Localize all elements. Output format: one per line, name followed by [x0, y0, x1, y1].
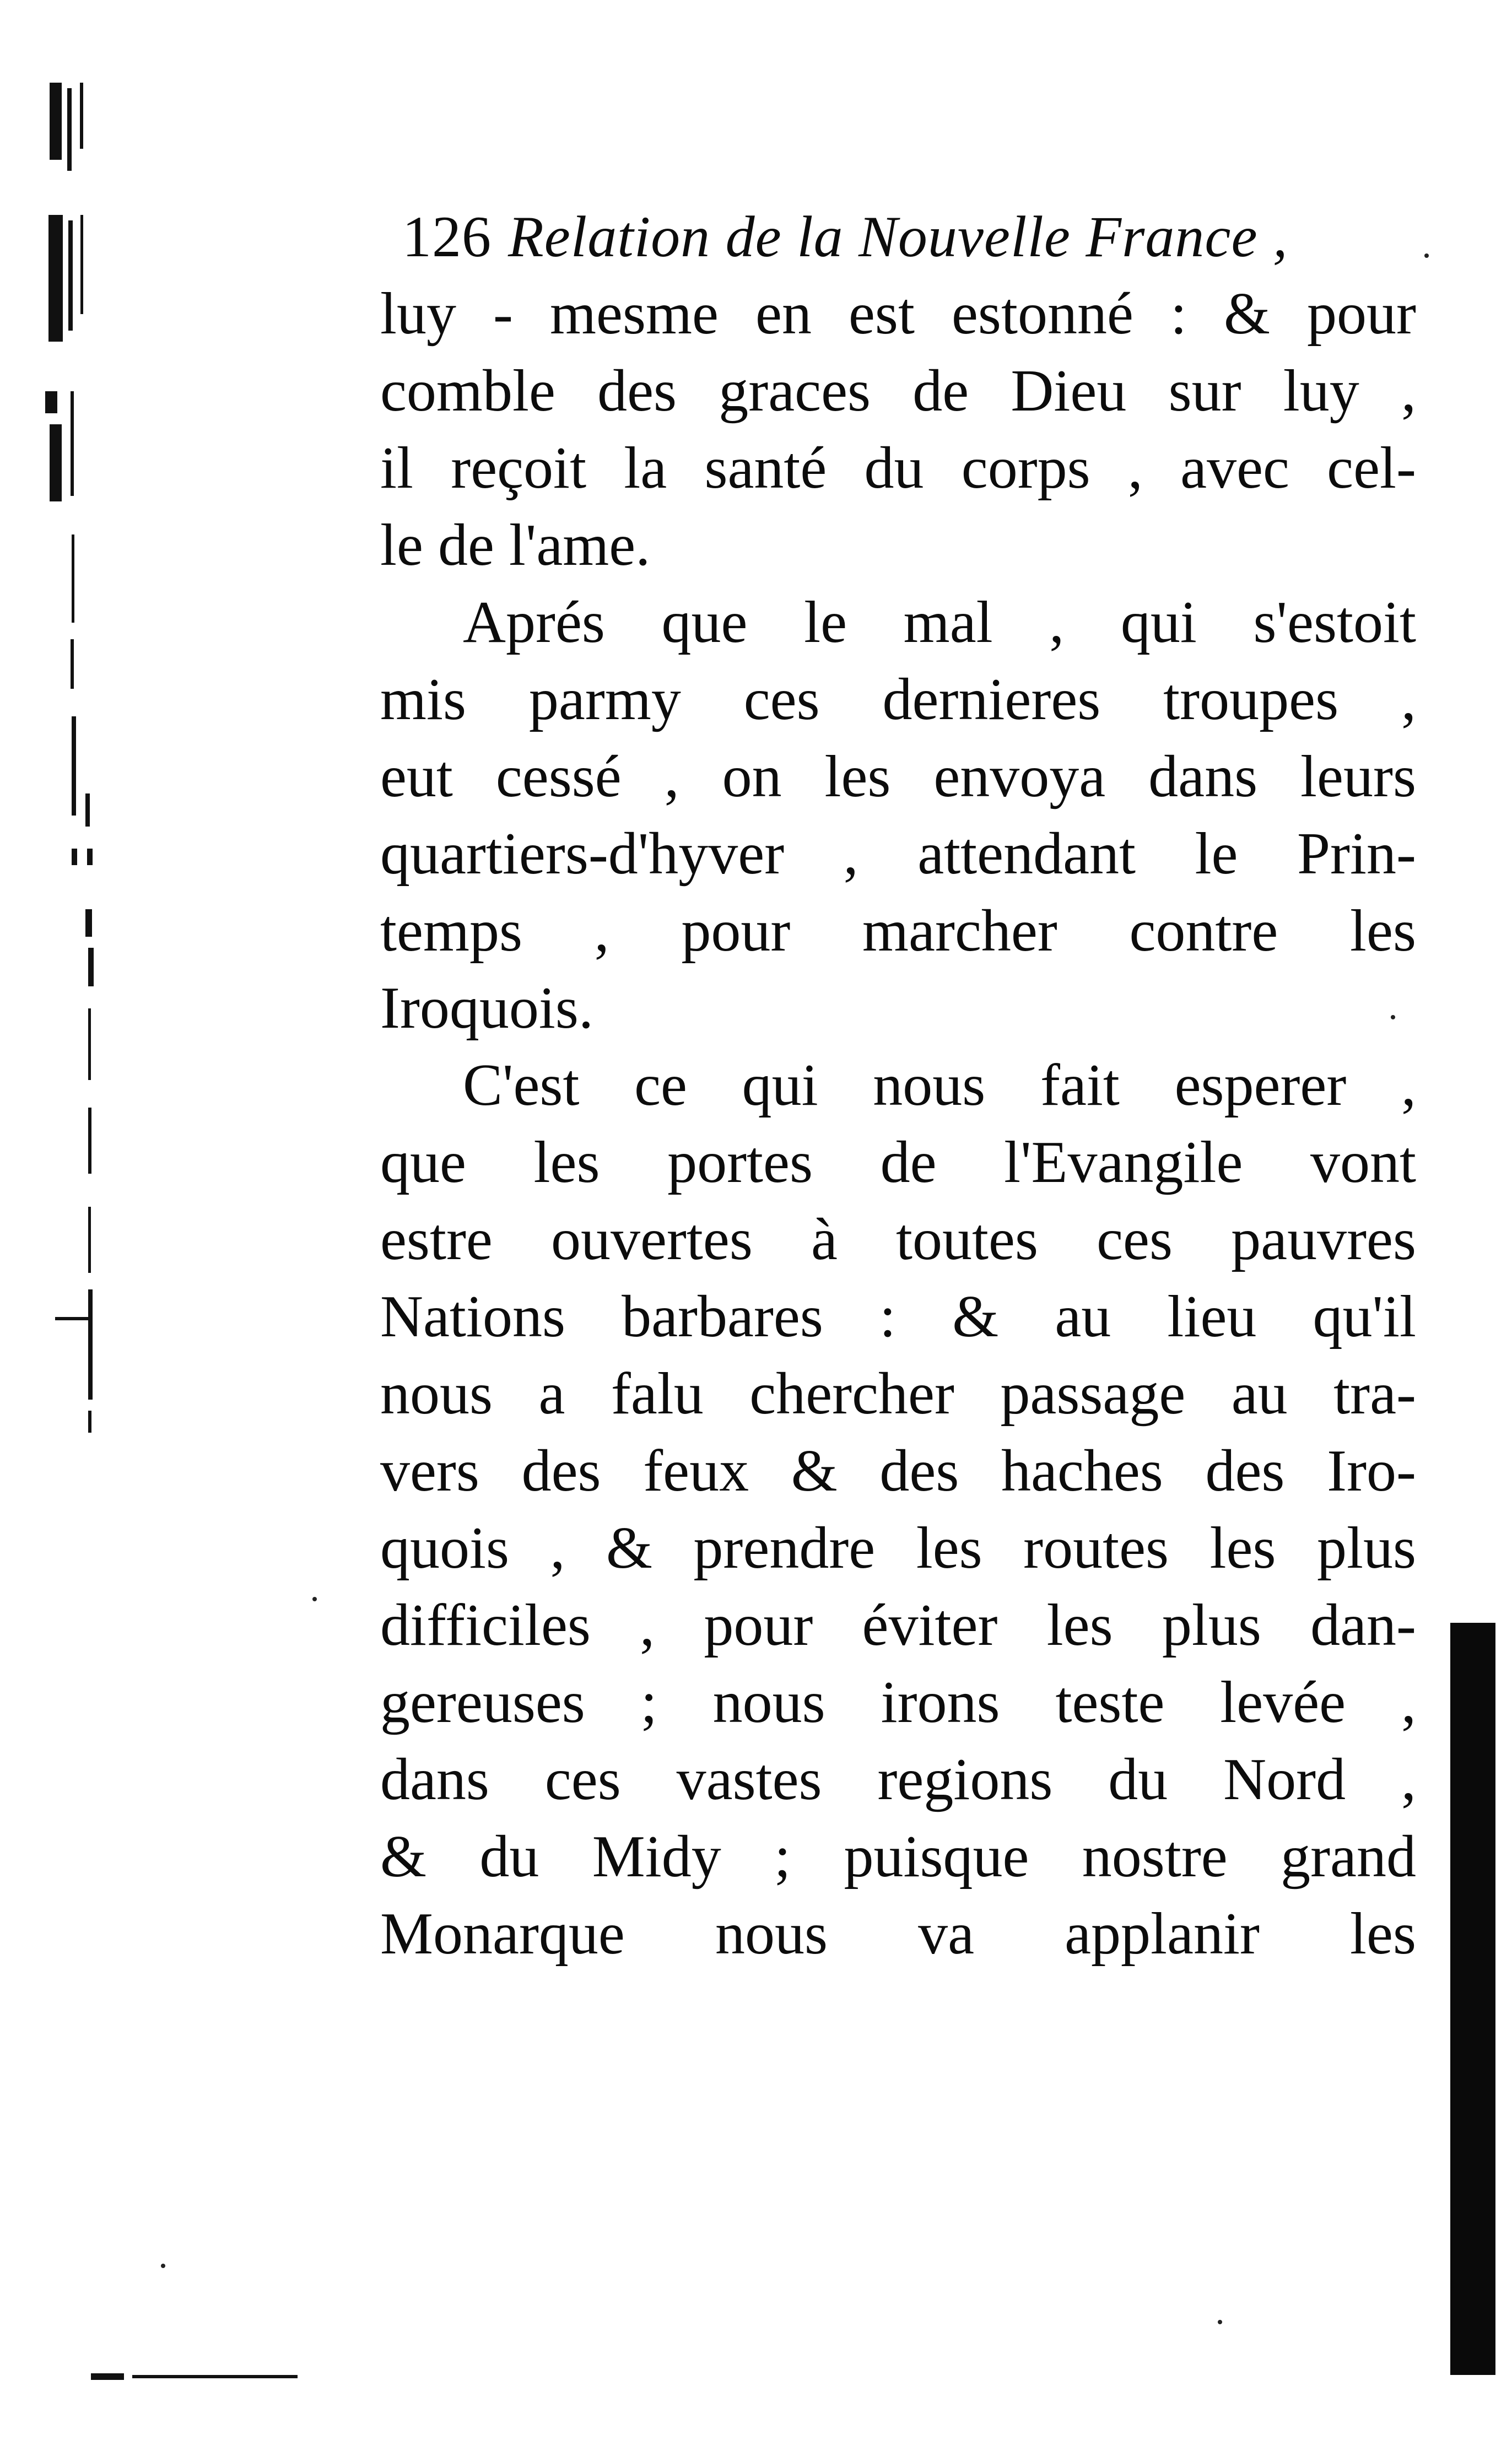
text-line: Monarque nous va applanir les — [380, 1901, 1416, 1967]
page-number: 126 — [402, 204, 492, 269]
text-line: estre ouvertes à toutes ces pauvres — [380, 1207, 1416, 1272]
running-title: Relation de la Nouvelle France , — [508, 204, 1288, 269]
text-line: il reçoit la santé du corps , avec cel- — [380, 435, 1416, 501]
text-line: gereuses ; nous irons teste levée , — [380, 1670, 1416, 1735]
running-head — [402, 198, 1416, 276]
ink-speck — [1424, 253, 1429, 258]
text-line: Nations barbares : & au lieu qu'il — [380, 1284, 1416, 1349]
ink-speck — [312, 1597, 317, 1601]
text-line: eut cessé , on les envoya dans leurs — [380, 744, 1416, 809]
paragraph-1 — [380, 276, 1416, 584]
ink-speck — [1218, 2320, 1222, 2324]
text-line: quois , & prendre les routes les plus — [380, 1515, 1416, 1581]
right-edge-bar-artifact — [1450, 1623, 1495, 2375]
ink-speck — [161, 2264, 165, 2268]
text-line: dans ces vastes regions du Nord , — [380, 1747, 1416, 1812]
bottom-rule-artifact — [91, 2373, 300, 2380]
paragraph-2 — [380, 584, 1416, 1047]
text-line: & du Midy ; puisque nostre grand — [380, 1824, 1416, 1889]
text-line: Aprés que le mal , qui s'estoit — [463, 590, 1416, 655]
text-line: mis parmy ces dernieres troupes , — [380, 667, 1416, 732]
text-line: que les portes de l'Evangile vont — [380, 1130, 1416, 1195]
text-line: luy - mesme en est estonné : & pour — [380, 281, 1416, 347]
text-line: nous a falu chercher passage au tra- — [380, 1361, 1416, 1427]
text-line: le de l'ame. — [380, 512, 651, 578]
text-line: Iroquois. — [380, 975, 593, 1041]
text-line: difficiles , pour éviter les plus dan- — [380, 1592, 1416, 1658]
text-line: temps , pour marcher contre les — [380, 898, 1416, 964]
text-line: comble des graces de Dieu sur luy , — [380, 358, 1416, 424]
text-line: C'est ce qui nous fait esperer , — [463, 1052, 1416, 1118]
text-line: quartiers-d'hyver , attendant le Prin- — [380, 821, 1416, 887]
text-line: vers des feux & des haches des Iro- — [380, 1438, 1416, 1504]
binding-edge-artifact — [33, 83, 116, 1378]
paragraph-3 — [380, 1047, 1416, 1973]
text-block — [380, 198, 1416, 1973]
